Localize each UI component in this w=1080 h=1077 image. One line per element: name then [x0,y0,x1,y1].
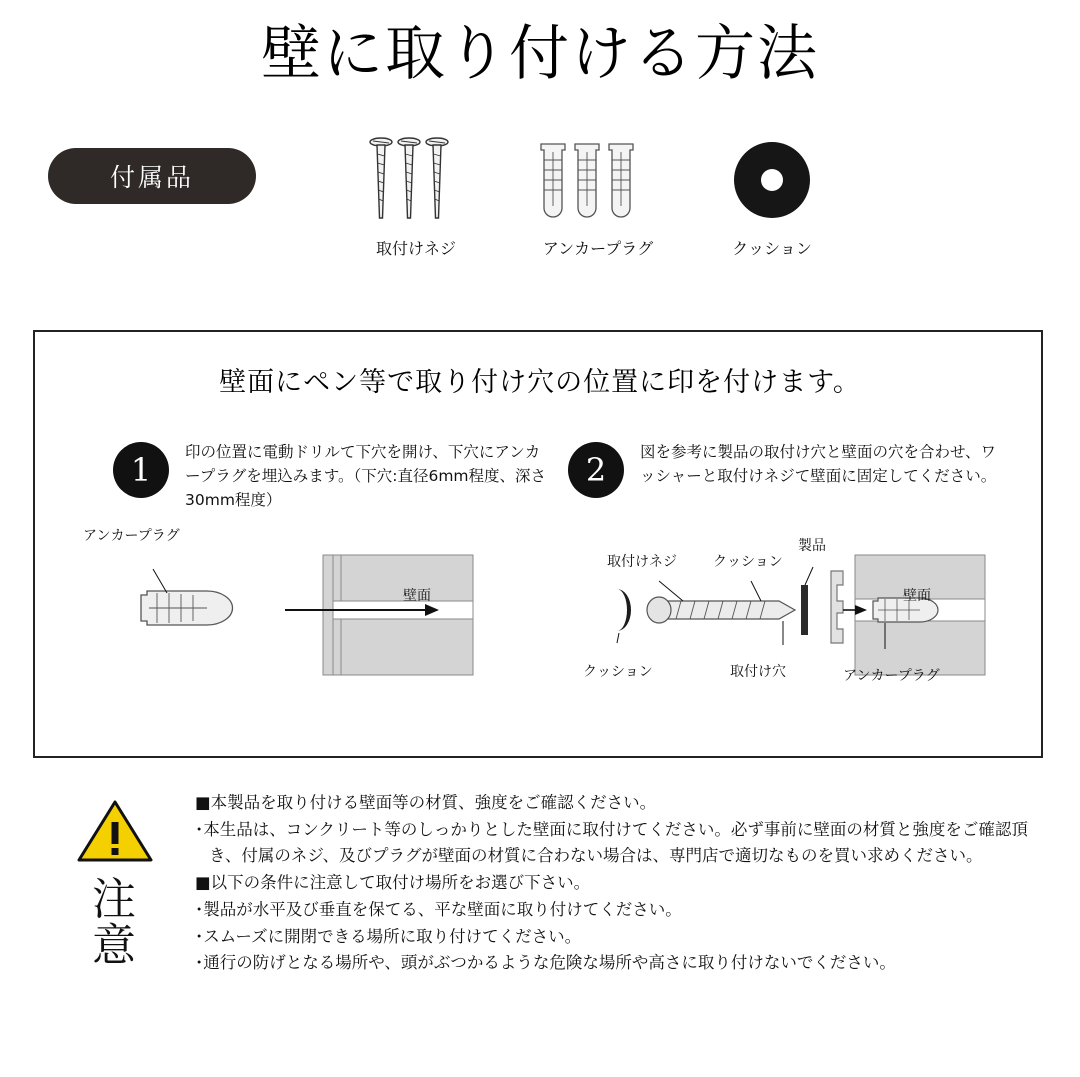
cushion-icon [722,130,822,230]
caution-mark [55,798,175,970]
included-parts-badge [48,148,256,204]
step-2-text: 図を参考に製品の取付け穴と壁面の穴を合わせ、ワッシャーと取付けネジて壁面に固定してください。 [640,443,997,486]
part-cushion [706,130,838,259]
part-label-anchor-plugs: アンカープラグ [542,239,654,258]
part-anchor-plugs [515,130,681,259]
caution-line-1: ■本製品を取り付ける壁面等の材質、強度をご確認ください。 [195,793,657,812]
figure-2-label-screw: 取付けネジ [607,554,677,570]
figure-2-label-hole: 取付け穴 [730,664,786,680]
figure-1-label-anchor: アンカープラグ [83,528,180,544]
figure-2-label-anchor: アンカープラグ [843,668,940,684]
caution-word [55,874,175,971]
instruction-panel [33,330,1043,758]
included-parts-label: 付属品 [109,163,194,192]
warning-triangle-icon [77,798,153,864]
caution-line-4: ･製品が水平及び垂直を保てる、平な壁面に取り付けてください。 [195,899,682,919]
part-screws [343,130,489,259]
step-1-text: 印の位置に電動ドリルて下穴を開け、下穴にアンカープラグを埋込みます。（下穴:直径6mm程度、深さ30mm程度） [185,443,547,510]
step-2-number: 2 [568,442,624,498]
caution-line-3: ■以下の条件に注意して取付け場所をお選び下さい。 [195,873,591,893]
anchor-plug-icon [533,130,663,230]
step-1-number: 1 [113,442,169,498]
figure-step-2 [555,537,995,701]
part-label-cushion: クッション [732,239,812,258]
figure-step-1 [83,528,495,701]
figure-step-1-drawing [95,537,495,697]
caution-line-6: ･通行の防げとなる場所や、頭がぶつかるような危険な場所や高さに取り付けないでください。 [195,953,896,973]
caution-char-1: 注 [92,874,138,925]
part-label-screws: 取付けネジ [375,239,456,258]
figure-2-label-product: 製品 [798,538,826,554]
figure-2-label-cushion-top: クッション [713,554,783,570]
caution-line-2: ･本生品は、コンクリート等のしっかりとした壁面に取付けてください。必ず事前に壁面の材質と強度をご確認頂き、付属のネジ、及びプラグが壁面の材質に合わない場合は、専門店で適切なものを買い求めください。 [195,819,1028,866]
caution-text-block [195,790,1035,977]
screw-icon [361,130,471,230]
page-title: 壁に取り付ける方法 [261,19,819,89]
panel-heading: 壁面にペン等で取り付け穴の位置に印を付けます。 [219,367,861,398]
caution-line-5: ･スムーズに開閉できる場所に取り付けてください。 [195,926,582,946]
figure-2-label-cushion-left: クッション [583,664,653,680]
figure-1-label-wall: 壁面 [403,588,431,604]
figure-2-label-wall: 壁面 [903,588,931,604]
caution-char-2: 意 [92,920,138,971]
